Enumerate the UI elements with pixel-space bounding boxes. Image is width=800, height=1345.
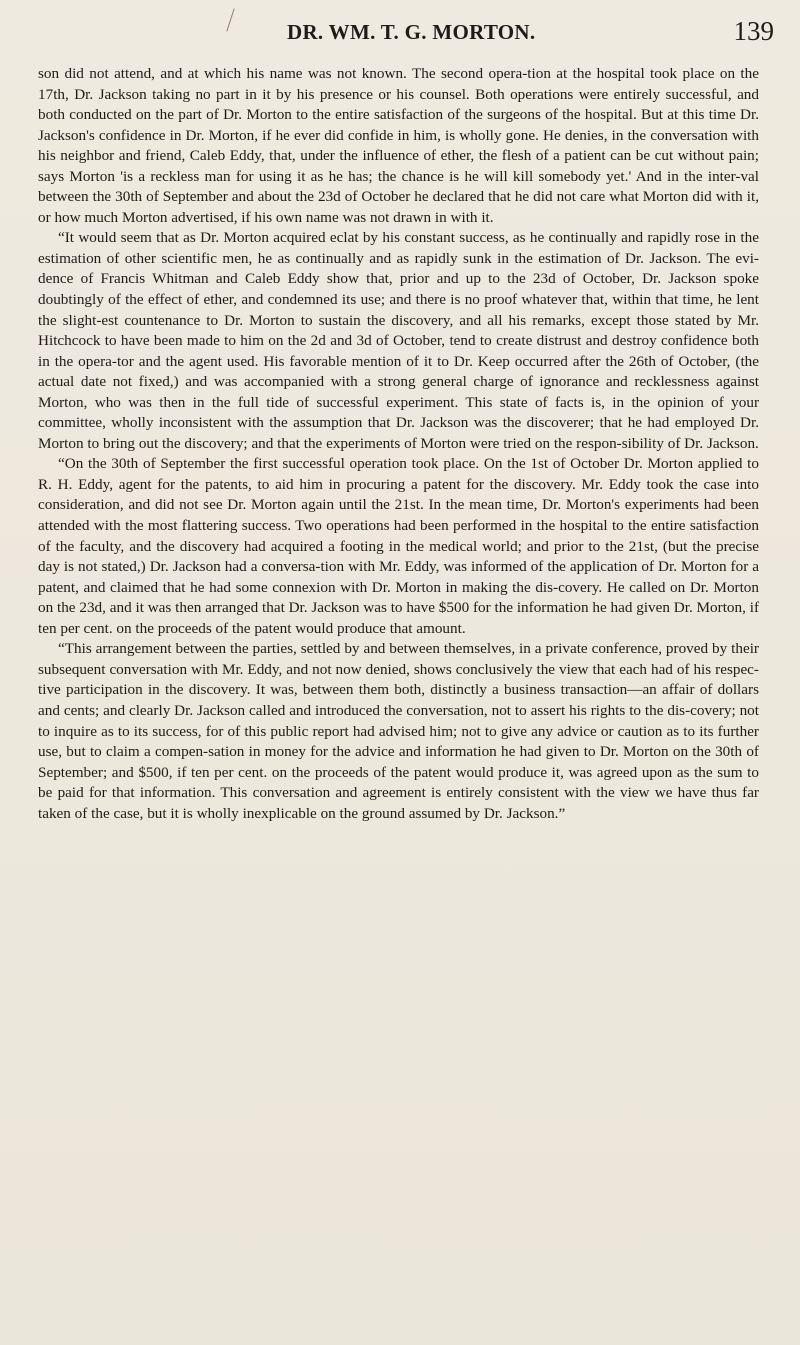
- body-text: [38, 64, 759, 824]
- page-header: [232, 16, 774, 50]
- running-head: DR. WM. T. G. MORTON.: [287, 20, 536, 44]
- paragraph-4: “This arrangement between the parties, settled by and between themselves, in a private conference, proved by their subsequent conversation with Mr. Eddy, and not now denied, shows conclusively the view that each had of his respec-tive participation in the discovery. It was, between them both, distinctly a business transaction—an affair of dollars and cents; and clearly Dr. Jackson called and introduced the conversation, not to assert his rights to the dis-covery; not to inquire as to its success, for of this public report had advised him; not to give any advice or caution as to its further use, but to claim a compen-sation in money for the advice and information he had given to Dr. Morton on the 30th of September; and $500, if ten per cent. on the proceeds of the patent would produce it, was agreed upon as the sum to be paid for that information. This conversation and agreement is entirely consistent with the view we have thus far taken of the case, but it is wholly inexplicable on the ground assumed by Dr. Jackson.”: [38, 640, 759, 822]
- paragraph-2: “It would seem that as Dr. Morton acquired eclat by his constant success, as he continually and rapidly rose in the estimation of other scientific men, he as continually and as rapidly sunk in the estimation of Dr. Jackson. The evi-dence of Francis Whitman and Caleb Eddy show that, prior and up to the 23d of October, Dr. Jackson spoke doubtingly of the effect of ether, and condemned its use; and there is no proof whatever that, within that time, he lent the slight-est countenance to Dr. Morton to sustain the discovery, and all his remarks, except those stated by Mr. Hitchcock to have been made to him on the 2d and 3d of October, tend to create distrust and destroy confidence both in the opera-tor and the agent used. His favorable mention of it to Dr. Keep occurred after the 26th of October, (the actual date not fixed,) and was accompanied with a strong general charge of ignorance and recklessness against Morton, who was then in the full tide of successful experiment. This state of facts is, in the opinion of your committee, wholly inconsistent with the assumption that Dr. Jackson was the discoverer; that he had employed Dr. Morton to bring out the discovery; and that the experiments of Morton were tried on the respon-sibility of Dr. Jackson.: [38, 229, 759, 452]
- paragraph-3: “On the 30th of September the first successful operation took place. On the 1st of October Dr. Morton applied to R. H. Eddy, agent for the patents, to aid him in procuring a patent for the discovery. Mr. Eddy took the case into consideration, and did not see Dr. Morton again until the 21st. In the mean time, Dr. Morton's experiments had been attended with the most flattering success. Two operations had been performed in the hospital to the entire satisfaction of the faculty, and the discovery had acquired a footing in the medical world; and prior to the 21st, (but the precise day is not stated,) Dr. Jackson had a conversa-tion with Mr. Eddy, was informed of the application of Dr. Morton for a patent, and claimed that he had some connexion with Dr. Morton in making the dis-covery. He called on Dr. Morton on the 23d, and it was then arranged that Dr. Jackson was to have $500 for the information he had given Dr. Morton, if ten per cent. on the proceeds of the patent would produce that amount.: [38, 455, 759, 637]
- paragraph-1: son did not attend, and at which his name was not known. The second opera-tion at the hospital took place on the 17th, Dr. Jackson taking no part in it by his presence or his counsel. Both operations were entirely successful, and both conducted on the part of Dr. Morton to the entire satisfaction of the surgeons of the hospital. But at this time Dr. Jackson's confidence in Dr. Morton, if he ever did confide in him, is wholly gone. He denies, in the conversation with his neighbor and friend, Caleb Eddy, that, under the influence of ether, the flesh of a patient can be cut without pain; says Morton 'is a reckless man for using it as he has; the chance is he will kill somebody yet.' And in the inter-val between the 30th of September and about the 23d of October he declared that he did not care what Morton did with it, or how much Morton advertised, if his own name was not drawn in with it.: [38, 65, 759, 226]
- page-number: 139: [733, 16, 774, 46]
